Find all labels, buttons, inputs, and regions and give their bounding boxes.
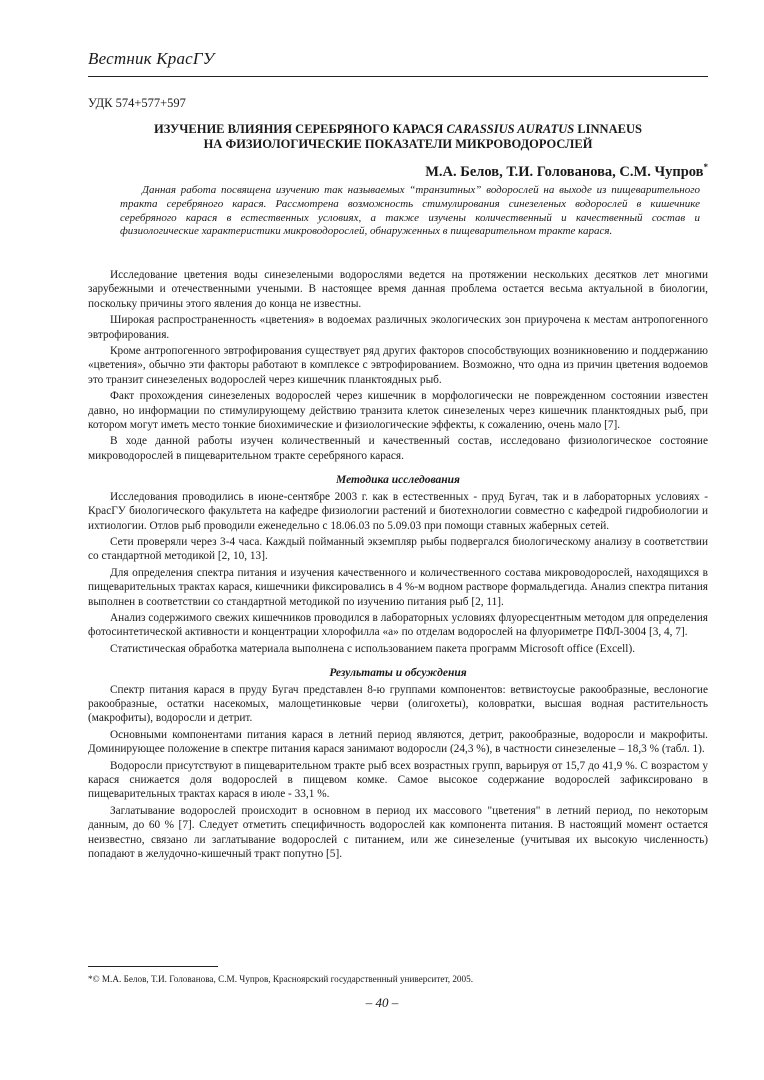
author-names: М.А. Белов, Т.И. Голованова, С.М. Чупров — [425, 163, 704, 180]
authors — [88, 160, 708, 179]
footnote-rule — [88, 966, 218, 967]
abstract: Данная работа посвящена изучению так называемых “транзитных” водорослей на выходе из пищеварительного тракта серебряного карася. Рассмотрена возможность стимулирования синезеленых водорослей в кишечнике серебряного карася в естественных условиях, а также изучены количественный и качественный состав и физиологические характеристики микроводорослей, обнаруженных в пищеварительном тракте карася. — [120, 184, 700, 238]
paragraph: Исследования проводились в июне-сентябре 2003 г. как в естественных - пруд Бугач, так и в лабораторных условиях - КрасГУ биологического факультета на кафедре физиологии растений и биотехнологии совместно с кафедрой гидробиологии и ихтиологии. Отлов рыб проводили еженедельно с 18.06.03 по 5.09.03 при помощи ставных жаберных сетей. — [88, 490, 708, 532]
journal-name: Вестник КрасГУ — [88, 49, 215, 68]
title-line-2: НА ФИЗИОЛОГИЧЕСКИЕ ПОКАЗАТЕЛИ МИКРОВОДОРОСЛЕЙ — [203, 136, 593, 151]
paragraph: Исследование цветения воды синезелеными водорослями ведется на протяжении нескольких десятков лет многими зарубежными и отечественными учеными. В настоящее время данная проблема остается весьма актуальной в биологии, поскольку причины этого явления до конца не известны. — [88, 269, 708, 310]
section-heading-results: Результаты и обсуждения — [329, 667, 467, 680]
paragraph: Водоросли присутствуют в пищеварительном тракте рыб всех возрастных групп, варьируя от 15,7 до 41,9 %. С возрастом у карася снижается доля водорослей в пищевом комке. Самое высокое содержание водорослей зафиксировано в пищеварительных трактах карася в июле - 33,1 %. — [88, 759, 708, 801]
running-header — [88, 49, 708, 80]
authors-footnote-mark: * — [703, 162, 708, 172]
paragraph: Спектр питания карася в пруду Бугач представлен 8-ю группами компонентов: ветвистоусые ракообразные, веслоногие ракообразные, остатки насекомых, малощетинковые черви (олигохеты), коловратки, высшая водная растительность (макрофиты), водоросли и детрит. — [88, 683, 708, 725]
paragraph: Заглатывание водорослей происходит в основном в период их массового "цветения" в летний период, по некоторым данным, до 60 % [7]. Следует отметить специфичность водорослей как компонента питания. В настоящий момент остается неизвестно, связано ли заглатывание водорослей с питанием, или же синезеленые (учитывая их высокую численность) попадают в желудочно-кишечный тракт попутно [5]. — [88, 804, 708, 861]
paragraph: Факт прохождения синезеленых водорослей через кишечник в морфологически не поврежденном состоянии известен давно, но информации по стимулирующему действию транзита клеток синезеленых через кишечник планктоядных рыб, при котором могут иметь место тонкие биохимические и физиологические эффекты, к сожалению, очень мало [7]. — [88, 390, 708, 432]
copyright-footnote: *© М.А. Белов, Т.И. Голованова, С.М. Чупров, Красноярский государственный университет, 2005. — [88, 974, 473, 984]
paragraph: Статистическая обработка материала выполнена с использованием пакета программ Microsoft office (Excell). — [110, 642, 636, 655]
header-rule — [88, 76, 708, 77]
title-part-2: LINNAEUS — [574, 122, 642, 136]
paragraph: Анализ содержимого свежих кишечников проводился в лабораторных условиях флуоресцентным методом для определения фотосинтетической активности и концентрации хлорофилла «а» по отделам водорослей на флуориметре ПФЛ-3004 [3, 4, 7]. — [88, 611, 708, 639]
paragraph: Сети проверяли через 3-4 часа. Каждый пойманный экземпляр рыбы подвергался биологическому анализу в соответствии со стандартной методикой [2, 10, 13]. — [88, 535, 708, 563]
paragraph: В ходе данной работы изучен количественный и качественный состав, исследовано физиологическое состояние микроводорослей в пищеварительном тракте серебряного карася. — [88, 435, 708, 462]
udk-code: УДК 574+577+597 — [88, 96, 186, 110]
paragraph: Для определения спектра питания и изучения качественного и количественного состава микроводорослей, находящихся в пищеварительных трактах карася, кишечники фиксировались в 4 %-м водном растворе формальдегида. Анализ спектра питания выполнен в соответствии со стандартной методикой по изучению питания рыб [2, 11]. — [88, 566, 708, 608]
article-title — [88, 122, 708, 151]
paragraph: Широкая распространенность «цветения» в водоемах различных экологических зон приурочена к местам антропогенного эвтрофирования. — [88, 314, 708, 341]
paragraph: Основными компонентами питания карася в летний период являются, детрит, ракообразные, водоросли и макрофиты. Доминирующее положение в спектре питания карася занимают водоросли (24,3 %), в частности синезеленые – 18,3 % (табл. 1). — [88, 728, 708, 756]
page-number: – 40 – — [365, 995, 399, 1010]
title-species: CARASSIUS AURATUS — [446, 122, 575, 136]
article-body — [88, 268, 708, 861]
title-part-1: ИЗУЧЕНИЕ ВЛИЯНИЯ СЕРЕБРЯНОГО КАРАСЯ — [154, 122, 447, 136]
section-heading-methods: Методика исследования — [336, 474, 460, 487]
paragraph: Кроме антропогенного эвтрофирования существует ряд других факторов способствующих возникновению и поддержанию «цветения», обычно эти факторы работают в комплексе с эвтрофированием. Возможно, что одна из причин цветения водоемов это транзит синезеленых водорослей через кишечник планктоядных рыб. — [88, 345, 708, 386]
